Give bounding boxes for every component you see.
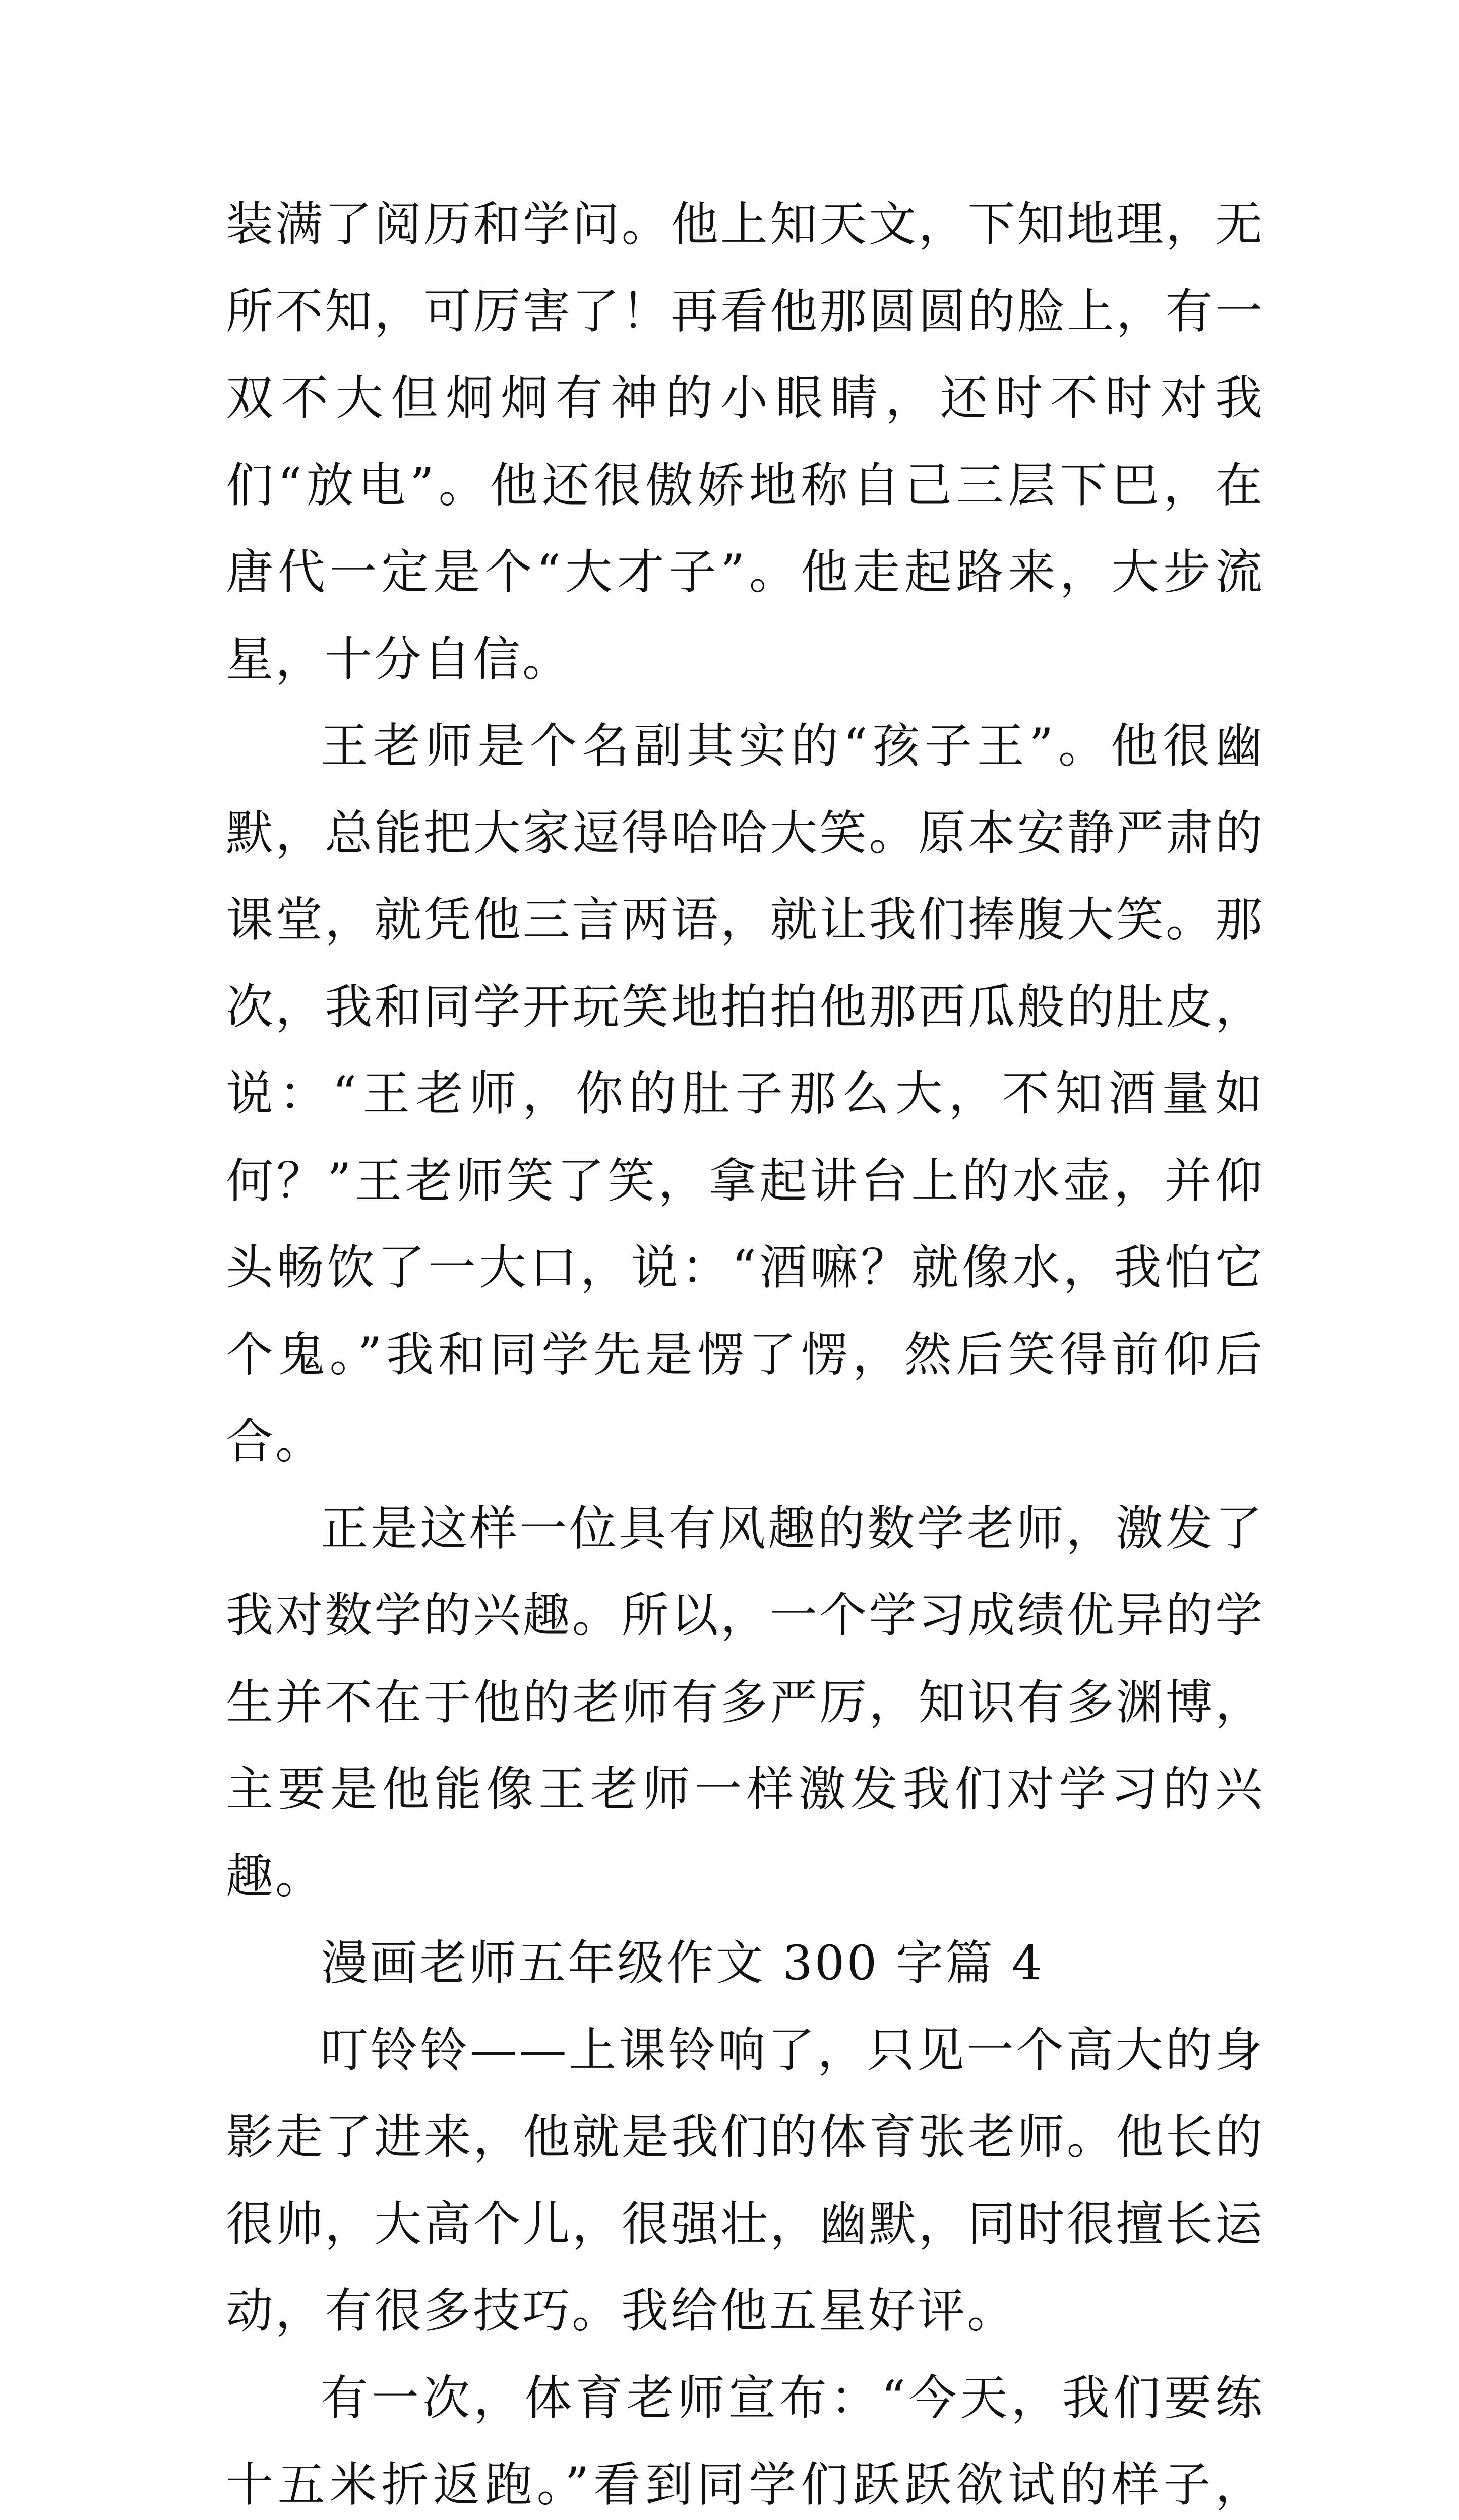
paragraph-6: 有一次，体育老师宣布：“今天，我们要练十五米折返跑。”看到同学们跃跃欲试的样子， (226, 2355, 1264, 2520)
paragraph-1: 装满了阅历和学问。他上知天文，下知地理，无所不知，可厉害了！再看他那圆圆的脸上，有一双不大但炯炯有神的小眼睛，还时不时对我们“放电”。他还很傲娇地称自己三层下巴，在唐代一定是个“大才子”。他走起路来，大步流星，十分自信。 (226, 181, 1264, 703)
paragraph-3: 正是这样一位具有风趣的数学老师，激发了我对数学的兴趣。所以，一个学习成绩优异的学生并不在于他的老师有多严厉，知识有多渊博，主要是他能像王老师一样激发我们对学习的兴趣。 (226, 1486, 1264, 1921)
paragraph-2: 王老师是个名副其实的“孩子王”。他很幽默，总能把大家逗得哈哈大笑。原本安静严肃的课堂，就凭他三言两语，就让我们捧腹大笑。那次，我和同学开玩笑地拍拍他那西瓜般的肚皮，说：“王老师，你的肚子那么大，不知酒量如何？”王老师笑了笑，拿起讲台上的水壶，并仰头畅饮了一大口，说：“酒嘛？就像水，我怕它个鬼。”我和同学先是愣了愣，然后笑得前仰后合。 (226, 703, 1264, 1486)
document-page (226, 181, 1264, 2520)
paragraph-5: 叮铃铃——上课铃响了，只见一个高大的身影走了进来，他就是我们的体育张老师。他长的很帅，大高个儿，很强壮，幽默，同时很擅长运动，有很多技巧。我给他五星好评。 (226, 2007, 1264, 2355)
section-heading: 漫画老师五年级作文 300 字篇 4 (226, 1920, 1264, 2007)
